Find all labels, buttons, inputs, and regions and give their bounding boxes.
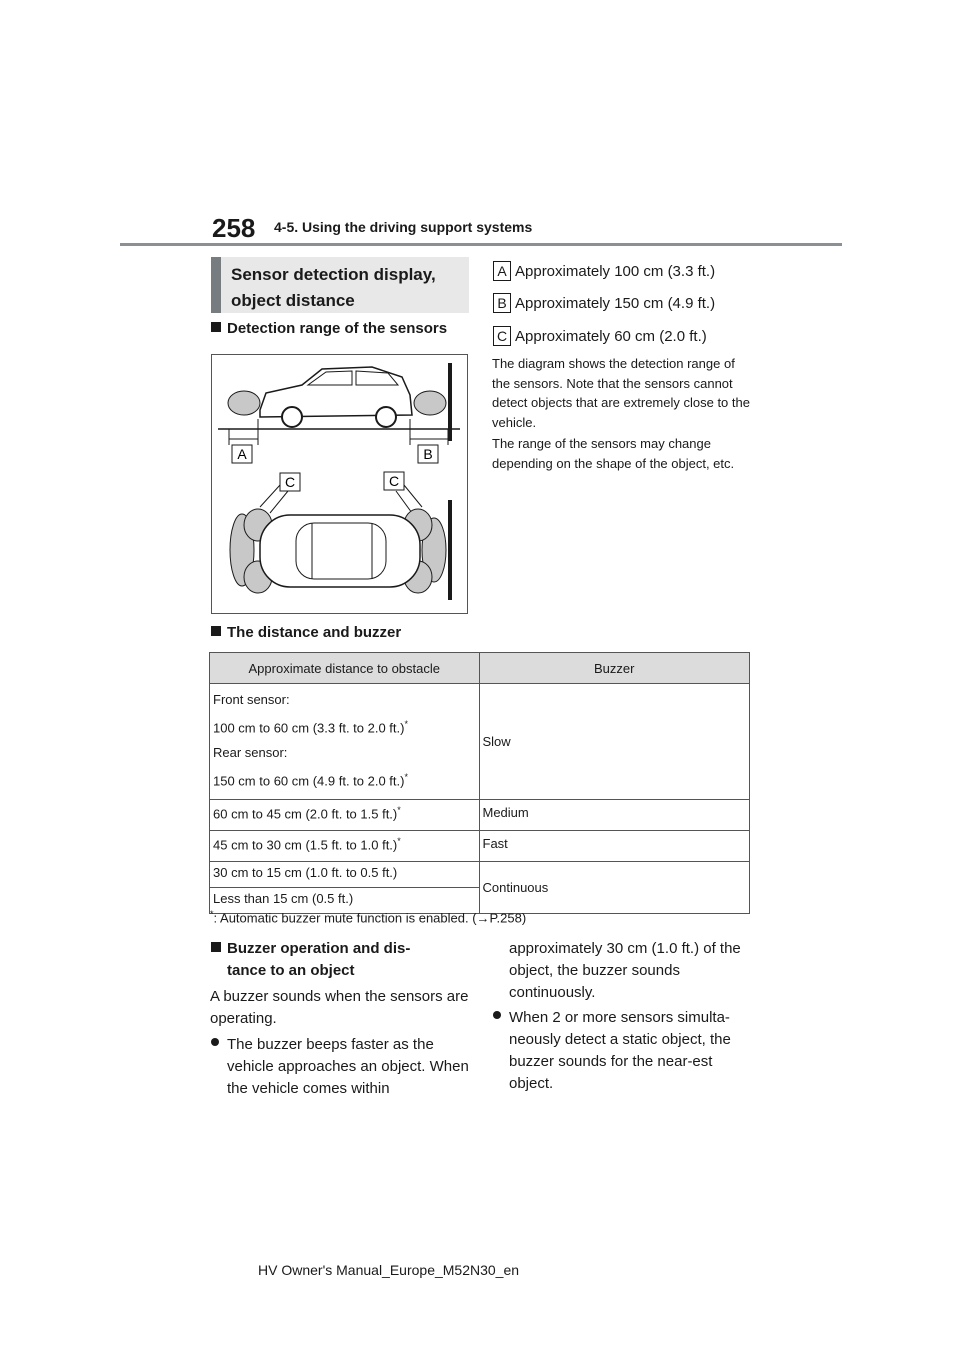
front-wheel (282, 407, 302, 427)
legend-item-c (493, 326, 707, 346)
buzzer-medium: Medium (479, 799, 750, 830)
buzzer-heading: Buzzer operation and dis- tance to an object (211, 938, 471, 982)
bullet-icon (211, 1038, 219, 1046)
legend-text-b: Approximately 150 cm (4.9 ft.) (515, 294, 716, 312)
range-30-15: 30 cm to 15 cm (1.0 ft. to 0.5 ft.) (210, 861, 480, 887)
diagram-note: The diagram shows the detection range of the sensors. Note that the sensors cannot detect objects that are extremely close to the vehicle. (492, 356, 750, 430)
buzzer-fast: Fast (479, 830, 750, 861)
rear-sensor-range: 150 cm to 60 cm (4.9 ft. to 2.0 ft.) (213, 773, 405, 789)
header-divider (120, 243, 842, 246)
buzzer-intro: A buzzer sounds when the sensors are operating. (210, 988, 469, 1027)
table-row: 60 cm to 45 cm (2.0 ft. to 1.5 ft.)* Medium (210, 799, 750, 830)
table-row (210, 861, 750, 887)
sensor-diagram-svg (212, 355, 467, 613)
rear-sensor-label: Rear sensor: (213, 745, 288, 761)
table-row: Front sensor: 100 cm to 60 cm (3.3 ft. to 2.0 ft.)* Rear sensor: 150 cm to 60 cm (4.9 ft. to 2.0 ft.)* Slow (210, 684, 750, 800)
label-c-box: C (493, 326, 511, 346)
legend-text-a: Approximately 100 cm (3.3 ft.) (515, 262, 716, 280)
table-footnote: *: Automatic buzzer mute function is enabled. (→P.258) (210, 909, 527, 926)
rear-sensor-zone-side (414, 391, 446, 415)
section-title (211, 257, 469, 313)
diagram-label-c-front: C (284, 474, 296, 490)
detection-heading: Detection range of the sensors (211, 320, 447, 337)
rear-wheel (376, 407, 396, 427)
front-sensor-zone-side (228, 391, 260, 415)
distance-heading: The distance and buzzer (211, 624, 401, 641)
square-bullet-icon (211, 322, 221, 332)
bullet-item-1-continued: approximately 30 cm (1.0 ft.) of the object, the buzzer sounds continuously. (509, 940, 741, 1001)
square-bullet-icon (211, 942, 221, 952)
bullet-item-1: The buzzer beeps faster as the vehicle approaches an object. When the vehicle comes within (211, 1034, 471, 1100)
label-b-box: B (493, 293, 511, 313)
front-sensor-label: Front sensor: (213, 692, 290, 707)
col-header-buzzer: Buzzer (479, 653, 750, 684)
footer-manual-id: HV Owner's Manual_Europe_M52N30_en (258, 1262, 520, 1278)
distance-buzzer-table (209, 652, 750, 914)
legend-text-c: Approximately 60 cm (2.0 ft.) (515, 327, 707, 345)
square-bullet-icon (211, 626, 221, 636)
legend-item-b (493, 293, 715, 313)
page-number: 258 (212, 213, 256, 243)
bullet-item-2: When 2 or more sensors simulta-neously detect a static object, the buzzer sounds for the near-est object. (493, 1007, 755, 1095)
bullet-icon (493, 1011, 501, 1019)
diagram-label-b: B (423, 446, 433, 462)
obstacle-wall-top (448, 500, 452, 600)
buzzer-slow: Slow (479, 684, 750, 800)
range-note: The range of the sensors may change depending on the shape of the object, etc. (492, 436, 735, 471)
range-less-15: Less than 15 cm (0.5 ft.) (210, 887, 480, 913)
table-row: 45 cm to 30 cm (1.5 ft. to 1.0 ft.)* Fast (210, 830, 750, 861)
range-60-45: 60 cm to 45 cm (2.0 ft. to 1.5 ft.) (213, 805, 398, 821)
section-title-line1: Sensor detection display, (231, 265, 436, 284)
buzzer-continuous: Continuous (479, 861, 750, 913)
diagram-label-c-rear: C (388, 473, 400, 489)
legend-item-a (493, 261, 715, 281)
sensor-range-diagram (211, 354, 468, 614)
car-top-body (260, 515, 420, 587)
range-45-30: 45 cm to 30 cm (1.5 ft. to 1.0 ft.) (213, 836, 398, 852)
col-header-distance: Approximate distance to obstacle (210, 653, 480, 684)
section-title-line2: object distance (231, 291, 355, 310)
chapter-title: 4-5. Using the driving support systems (274, 219, 533, 235)
diagram-label-a: A (237, 446, 247, 462)
label-a-box: A (493, 261, 511, 281)
front-sensor-range: 100 cm to 60 cm (3.3 ft. to 2.0 ft.) (213, 720, 405, 736)
